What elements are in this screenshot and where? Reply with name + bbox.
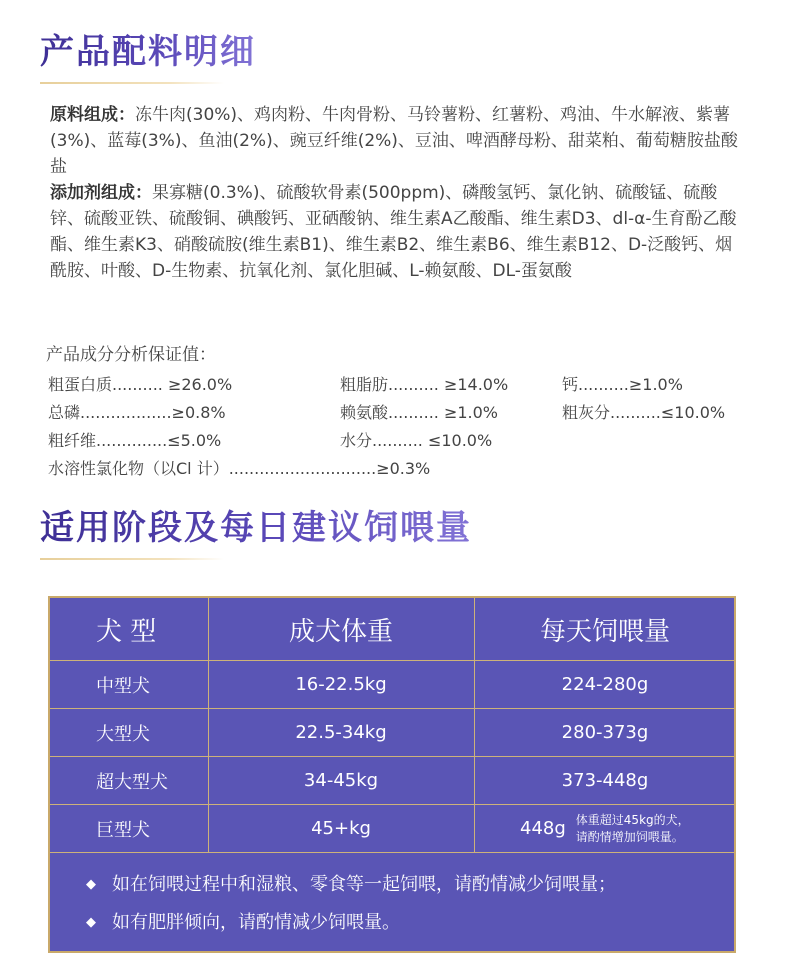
amount-note: [576, 812, 690, 846]
raw-materials-paragraph: [50, 102, 742, 180]
table-row: [50, 709, 734, 756]
ingredient-list: [50, 102, 742, 284]
analysis-value: 粗灰分..........≤10.0%: [562, 403, 726, 422]
additives-paragraph: [50, 180, 742, 284]
feeding-table: [48, 596, 736, 953]
table-header-row: [50, 598, 734, 660]
analysis-value: 水溶性氯化物（以Cl 计）.............................≥0.3%: [48, 459, 431, 478]
table-row: [50, 661, 734, 708]
additives-text: 果寡糖(0.3%)、硫酸软骨素(500ppm)、磷酸氢钙、氯化钠、硫酸锰、硫酸锌、硫酸亚铁、硫酸铜、碘酸钙、亚硒酸钠、维生素A乙酸酯、维生素D3、dl-α-生育酚乙酸酯、维生素K3、硝酸硫胺(维生素B1)、维生素B2、维生素B6、维生素B12、D-泛酸钙、烟酰胺、叶酸、D-生物素、抗氧化剂、氯化胆碱、L-赖氨酸、DL-蛋氨酸: [50, 183, 737, 281]
daily-amount-cell: [474, 805, 736, 852]
header-daily-amount: 每天饲喂量: [539, 616, 670, 647]
analysis-row: [48, 400, 748, 424]
feeding-note: [86, 904, 616, 942]
analysis-heading: 产品成分分析保证值：: [46, 345, 216, 365]
additives-label: 添加剂组成：: [50, 183, 152, 203]
section-title-feeding: 适用阶段及每日建议饲喂量: [40, 500, 472, 549]
feeding-note: [86, 866, 616, 904]
analysis-row: [48, 372, 748, 396]
table-row: [50, 757, 734, 804]
feeding-note-text: 如在饲喂过程中和湿粮、零食等一起饲喂，请酌情减少饲喂量；: [112, 874, 616, 895]
daily-amount: 224-280g: [561, 674, 649, 695]
feeding-note-text: 如有肥胖倾向，请酌情减少饲喂量。: [112, 912, 400, 933]
analysis-value: 水分.......... ≤10.0%: [340, 431, 493, 450]
dog-type: 超大型犬: [96, 771, 168, 793]
header-dog-type: 犬 型: [96, 616, 157, 647]
feeding-notes: [86, 866, 616, 942]
table-divider: [50, 852, 734, 853]
header-adult-weight: 成犬体重: [288, 616, 393, 647]
amount-note-line: 体重超过45kg的犬，: [575, 812, 690, 827]
diamond-bullet-icon: ◆: [86, 877, 96, 892]
daily-amount: 280-373g: [561, 722, 649, 743]
adult-weight: 45+kg: [311, 818, 371, 839]
analysis-value: 粗脂肪.......... ≥14.0%: [340, 375, 509, 394]
analysis-value: 粗蛋白质.......... ≥26.0%: [48, 375, 233, 394]
dog-type: 大型犬: [96, 723, 150, 745]
analysis-row: [48, 428, 748, 452]
raw-materials-text: 冻牛肉(30%)、鸡肉粉、牛肉骨粉、马铃薯粉、红薯粉、鸡油、牛水解液、紫薯(3%)、蓝莓(3%)、鱼油(2%)、豌豆纤维(2%)、豆油、啤酒酵母粉、甜菜粕、葡萄糖胺盐酸盐: [50, 105, 738, 177]
title-underline: [40, 82, 224, 84]
dog-type: 中型犬: [96, 675, 150, 697]
analysis-value: 钙..........≥1.0%: [562, 375, 683, 394]
raw-materials-label: 原料组成：: [50, 105, 135, 125]
analysis-row: [48, 456, 748, 480]
table-row: [50, 805, 734, 852]
diamond-bullet-icon: ◆: [86, 915, 96, 930]
dog-type: 巨型犬: [96, 819, 150, 841]
analysis-value: 粗纤维..............≤5.0%: [48, 431, 222, 450]
adult-weight: 16-22.5kg: [295, 674, 387, 695]
title-underline: [40, 558, 224, 560]
amount-note-line: 请酌情增加饲喂量。: [575, 829, 684, 844]
daily-amount-with-note: [520, 812, 690, 846]
adult-weight: 22.5-34kg: [295, 722, 387, 743]
analysis-value: 总磷..................≥0.8%: [48, 403, 226, 422]
adult-weight: 34-45kg: [303, 770, 379, 791]
daily-amount: 448g: [520, 818, 566, 839]
daily-amount: 373-448g: [561, 770, 649, 791]
analysis-value: 赖氨酸.......... ≥1.0%: [340, 403, 499, 422]
section-title-ingredients: 产品配料明细: [40, 24, 256, 73]
